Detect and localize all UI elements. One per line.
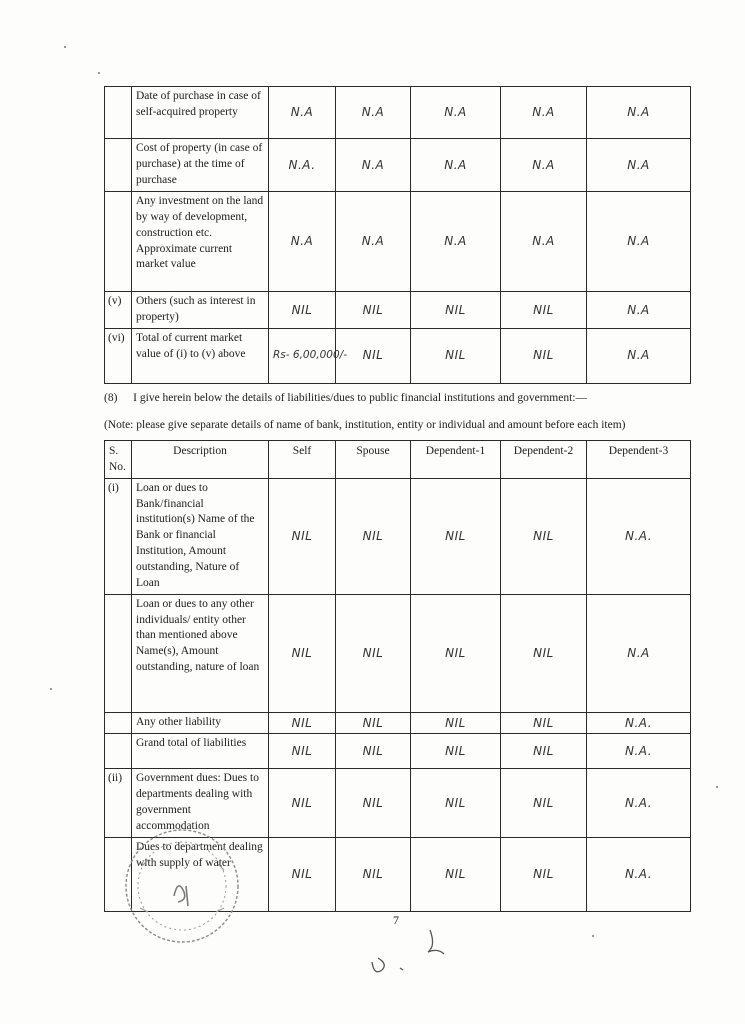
value-self: N.A (269, 87, 336, 139)
row-description: Total of current market value of (i) to (v) above (132, 328, 269, 383)
section-8-note: (Note: please give separate details of name of bank, institution, entity or individual and amount before each item) (104, 419, 626, 431)
serial-number (105, 192, 132, 292)
value-spouse: NIL (336, 478, 411, 594)
scan-speck (592, 935, 594, 937)
value-dependent-2: NIL (501, 712, 587, 734)
value-self: NIL (269, 594, 336, 712)
value-self: NIL (269, 712, 336, 734)
row-description: Cost of property (in case of purchase) at the time of purchase (132, 139, 269, 192)
official-seal-stamp (122, 826, 242, 946)
serial-number: (i) (105, 478, 132, 594)
table-row (105, 87, 691, 139)
section-heading-text: I give herein below the details of liabilities/dues to public financial institutions and government:— (133, 392, 588, 404)
immovable-property-table (104, 86, 691, 384)
row-description: Loan or dues to Bank/financial institution(s) Name of the Bank or financial Institution, Amount outstanding, Nature of Loan (132, 478, 269, 594)
value-spouse: NIL (336, 712, 411, 734)
serial-number: (ii) (105, 769, 132, 837)
value-dependent-2: NIL (501, 594, 587, 712)
row-description: Government dues: Dues to departments dealing with government accommodation (132, 769, 269, 837)
header-spouse: Spouse (336, 441, 411, 479)
row-description: Any other liability (132, 712, 269, 734)
row-description: Any investment on the land by way of development, construction etc. Approximate current market value (132, 192, 269, 292)
table-row (105, 712, 691, 734)
value-dependent-3: N.A. (587, 837, 691, 911)
value-spouse: NIL (336, 734, 411, 769)
value-dependent-3: N.A (587, 139, 691, 192)
section-number: (8) (104, 392, 118, 404)
table-row (105, 478, 691, 594)
value-dependent-2: N.A (501, 87, 587, 139)
header-description: Description (132, 441, 269, 479)
table-row (105, 192, 691, 292)
header-dependent-1: Dependent-1 (411, 441, 501, 479)
scan-speck (716, 786, 718, 788)
header-self: Self (269, 441, 336, 479)
table-row (105, 139, 691, 192)
section-8-heading (104, 392, 587, 404)
value-dependent-3: N.A. (587, 478, 691, 594)
value-dependent-2: N.A (501, 139, 587, 192)
value-self: NIL (269, 769, 336, 837)
value-dependent-3: N.A. (587, 769, 691, 837)
table-row (105, 328, 691, 383)
value-dependent-2: NIL (501, 478, 587, 594)
table-row (105, 594, 691, 712)
value-self: N.A. (269, 139, 336, 192)
table-header-row (105, 441, 691, 479)
value-dependent-1: NIL (411, 478, 501, 594)
value-dependent-3: N.A (587, 292, 691, 329)
value-self: NIL (269, 478, 336, 594)
header-dependent-2: Dependent-2 (501, 441, 587, 479)
value-spouse: N.A (336, 87, 411, 139)
value-dependent-2: NIL (501, 837, 587, 911)
table-row (105, 292, 691, 329)
value-self: NIL (269, 734, 336, 769)
value-self: N.A (269, 192, 336, 292)
header-dependent-3: Dependent-3 (587, 441, 691, 479)
value-dependent-3: N.A (587, 192, 691, 292)
value-dependent-1: NIL (411, 837, 501, 911)
value-dependent-1: NIL (411, 328, 501, 383)
value-dependent-1: NIL (411, 292, 501, 329)
row-description: Loan or dues to any other individuals/ entity other than mentioned above Name(s), Amount outstanding, nature of loan (132, 594, 269, 712)
serial-number (105, 594, 132, 712)
value-self: Rs- 6,00,000/- (269, 328, 336, 383)
serial-number: (v) (105, 292, 132, 329)
value-dependent-3: N.A (587, 594, 691, 712)
value-dependent-2: NIL (501, 769, 587, 837)
table-row (105, 734, 691, 769)
value-dependent-3: N.A (587, 328, 691, 383)
value-spouse: NIL (336, 837, 411, 911)
row-description: Dues to department dealing with supply of water (132, 837, 269, 911)
value-self: NIL (269, 837, 336, 911)
value-dependent-3: N.A. (587, 712, 691, 734)
value-dependent-1: N.A (411, 192, 501, 292)
value-dependent-2: N.A (501, 192, 587, 292)
scan-speck (98, 72, 100, 74)
value-spouse: N.A (336, 192, 411, 292)
value-dependent-2: NIL (501, 328, 587, 383)
value-dependent-1: NIL (411, 712, 501, 734)
row-description: Date of purchase in case of self-acquired property (132, 87, 269, 139)
value-spouse: NIL (336, 328, 411, 383)
serial-number: (vi) (105, 328, 132, 383)
value-dependent-2: NIL (501, 734, 587, 769)
signature-mark (360, 920, 480, 990)
value-dependent-1: N.A (411, 87, 501, 139)
serial-number (105, 712, 132, 734)
value-dependent-1: N.A (411, 139, 501, 192)
value-spouse: NIL (336, 292, 411, 329)
serial-number (105, 139, 132, 192)
value-dependent-3: N.A (587, 87, 691, 139)
header-sno: S. No. (105, 441, 132, 479)
row-description: Others (such as interest in property) (132, 292, 269, 329)
value-spouse: NIL (336, 594, 411, 712)
serial-number (105, 734, 132, 769)
value-dependent-1: NIL (411, 594, 501, 712)
serial-number (105, 87, 132, 139)
scan-speck (50, 688, 52, 690)
page-number: 7 (393, 913, 399, 927)
value-dependent-1: NIL (411, 734, 501, 769)
scan-speck (64, 46, 66, 48)
value-spouse: N.A (336, 139, 411, 192)
value-dependent-1: NIL (411, 769, 501, 837)
value-dependent-3: N.A. (587, 734, 691, 769)
value-dependent-2: NIL (501, 292, 587, 329)
value-self: NIL (269, 292, 336, 329)
value-spouse: NIL (336, 769, 411, 837)
row-description: Grand total of liabilities (132, 734, 269, 769)
